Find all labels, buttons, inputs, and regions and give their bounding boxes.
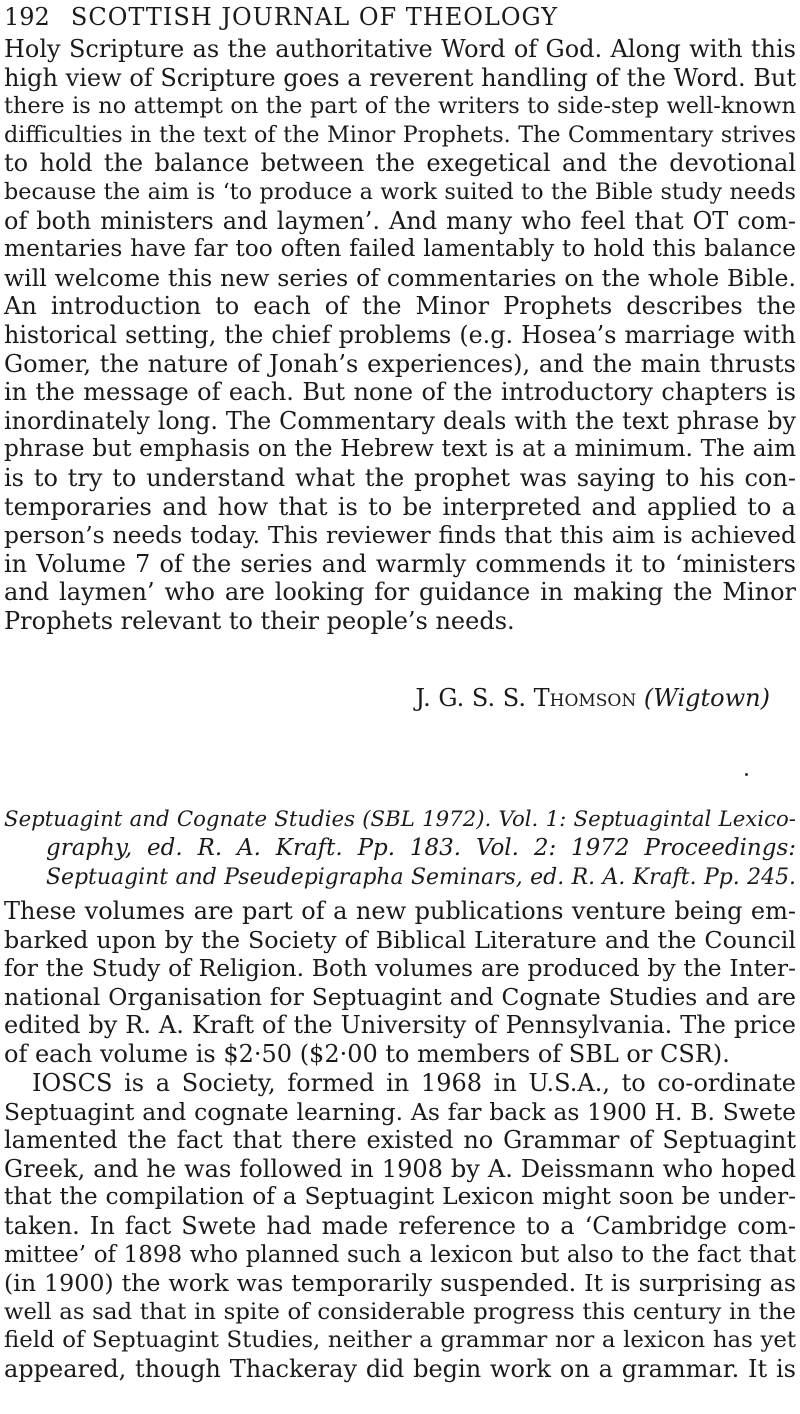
text-line: because the aim is ‘to produce a work suited to the Bible study needs <box>4 178 796 205</box>
text-line: Prophets relevant to their people’s needs. <box>4 606 515 635</box>
text-line: high view of Scripture goes a reverent handling of the Word. But <box>4 63 796 92</box>
text-line: in Volume 7 of the series and warmly commends it to ‘ministers <box>4 549 796 578</box>
reviewer-name: J. G. S. S. Thomson <box>415 684 637 712</box>
text-line: in the message of each. But none of the introductory chapters is <box>4 378 796 407</box>
text-line: mentaries have far too often failed lamentably to hold this balance <box>4 235 796 263</box>
reviewer-location: (Wigtown) <box>643 684 770 712</box>
journal-title: SCOTTISH JOURNAL OF THEOLOGY <box>70 3 559 31</box>
text-line: mittee’ of 1898 who planned such a lexicon but also to the fact that <box>4 1241 796 1268</box>
text-line: of each volume is $2·50 ($2·00 to members of SBL or CSR). <box>4 1039 730 1068</box>
book-citation <box>4 805 796 892</box>
citation-line: Septuagint and Pseudepigrapha Seminars, ed. R. A. Kraft. Pp. 245. <box>46 865 796 890</box>
text-line: taken. In fact Swete had made reference to a ‘Cambridge com- <box>4 1211 796 1240</box>
text-line: Gomer, the nature of Jonah’s experiences), and the main thrusts <box>4 349 796 378</box>
text-line: temporaries and how that is to be interpreted and applied to a <box>4 492 796 521</box>
text-line: historical setting, the chief problems (e.g. Hosea’s marriage with <box>4 320 796 349</box>
text-line: An introduction to each of the Minor Prophets describes the <box>4 292 796 321</box>
text-line: will welcome this new series of commentaries on the whole Bible. <box>4 263 796 292</box>
text-line: (in 1900) the work was temporarily suspended. It is surprising as <box>4 1269 796 1298</box>
stray-dot <box>745 773 748 776</box>
text-line: These volumes are part of a new publications venture being em- <box>4 897 796 925</box>
text-line: IOSCS is a Society, formed in 1968 in U.S.A., to co-ordinate <box>32 1069 796 1097</box>
text-line: Septuagint and cognate learning. As far back as 1900 H. B. Swete <box>4 1097 796 1126</box>
citation-line: graphy, ed. R. A. Kraft. Pp. 183. Vol. 2: 1972 Proceedings: <box>46 835 796 861</box>
citation-line: Septuagint and Cognate Studies (SBL 1972). Vol. 1: Septuagintal Lexico- <box>4 807 796 832</box>
text-line: lamented the fact that there existed no Grammar of Septuagint <box>4 1126 796 1155</box>
text-line: person’s needs today. This reviewer finds that this aim is achieved <box>4 521 796 550</box>
text-line: well as sad that in spite of considerable progress this century in the <box>4 1298 796 1325</box>
text-line: that the compilation of a Septuagint Lexicon might soon be under- <box>4 1183 796 1211</box>
text-line: and laymen’ who are looking for guidance in making the Minor <box>4 578 796 607</box>
text-line: is to try to understand what the prophet was saying to his con- <box>4 463 796 492</box>
text-line: inordinately long. The Commentary deals with the text phrase by <box>4 406 796 435</box>
text-line: phrase but emphasis on the Hebrew text is at a minimum. The aim <box>4 435 796 463</box>
text-line: for the Study of Religion. Both volumes are produced by the Inter- <box>4 954 796 983</box>
review-body-1 <box>4 35 796 635</box>
text-line: there is no attempt on the part of the writers to side-step well-known <box>4 93 796 120</box>
review-body-2-paragraph-2 <box>4 1069 796 1384</box>
text-line: Holy Scripture as the authoritative Word of God. Along with this <box>4 35 796 63</box>
text-line: barked upon by the Society of Biblical Literature and the Council <box>4 925 796 954</box>
reviewer-signature <box>415 683 770 713</box>
text-line: edited by R. A. Kraft of the University of Pennsylvania. The price <box>4 1011 796 1040</box>
running-head <box>4 0 784 34</box>
text-line: to hold the balance between the exegetical and the devotional <box>4 149 796 178</box>
text-line: field of Septuagint Studies, neither a grammar nor a lexicon has yet <box>4 1327 796 1354</box>
text-line: appeared, though Thackeray did begin work on a grammar. It is <box>4 1354 796 1383</box>
text-line: Greek, and he was followed in 1908 by A. Deissmann who hoped <box>4 1154 796 1183</box>
review-body-2-paragraph-1 <box>4 897 796 1069</box>
text-line: national Organisation for Septuagint and Cognate Studies and are <box>4 982 796 1011</box>
text-line: difficulties in the text of the Minor Prophets. The Commentary strives <box>4 121 796 148</box>
text-line: of both ministers and laymen’. And many who feel that OT com- <box>4 206 796 235</box>
page-number: 192 <box>4 3 50 31</box>
